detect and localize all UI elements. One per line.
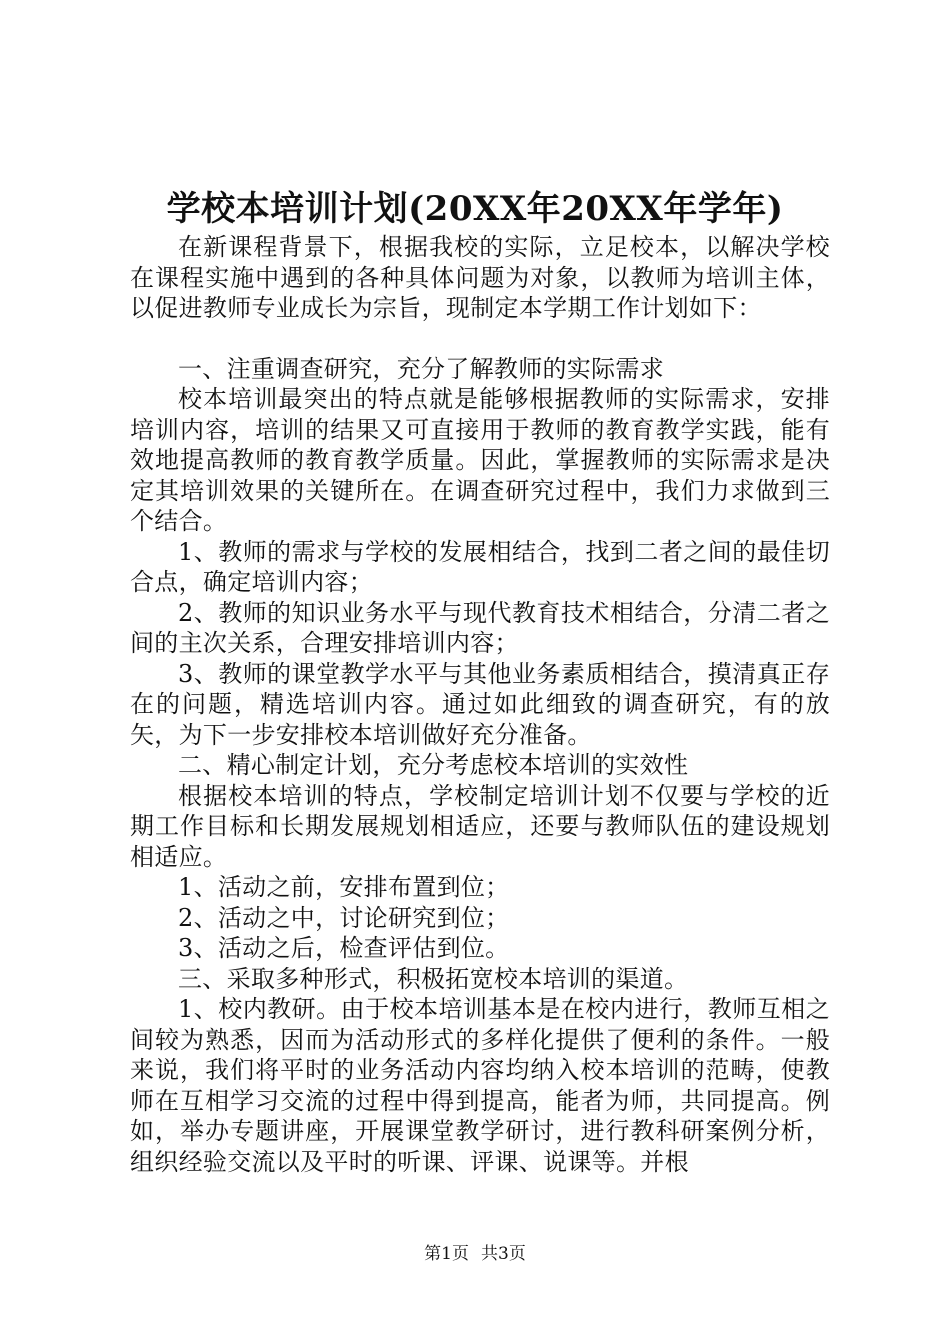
list-item: 2、活动之中，讨论研究到位； [178, 903, 510, 932]
document-title: 学校本培训计划(20XX年20XX年学年) [166, 189, 784, 229]
list-item: 3、教师的课堂教学水平与其他业务素质相结合，摸清真正存在的问题，精选培训内容。通过如此细致的调查研究，有的放矢，为下一步安排校本培训做好充分准备。 [130, 659, 830, 749]
page-number: 第1页 [424, 1244, 469, 1264]
document-body [130, 232, 830, 1177]
intro-paragraph: 在新课程背景下，根据我校的实际，立足校本，以解决学校在课程实施中遇到的各种具体问题为对象，以教师为培训主体，以促进教师专业成长为宗旨，现制定本学期工作计划如下： [130, 233, 830, 322]
body-paragraph: 1、校内教研。由于校本培训基本是在校内进行，教师互相之间较为熟悉，因而为活动形式的多样化提供了便利的条件。一般来说，我们将平时的业务活动内容均纳入校本培训的范畴，使教师在互相学习交流的过程中得到提高，能者为师，共同提高。例如，举办专题讲座，开展课堂教学研讨，进行教科研案例分析，组织经验交流以及平时的听课、评课、说课等。并根 [130, 995, 830, 1176]
list-item: 2、教师的知识业务水平与现代教育技术相结合，分清二者之间的主次关系，合理安排培训内容； [130, 598, 830, 657]
section-heading-2: 二、精心制定计划，充分考虑校本培训的实效性 [178, 751, 689, 779]
list-item: 1、教师的需求与学校的发展相结合，找到二者之间的最佳切合点，确定培训内容； [130, 537, 830, 596]
page-total: 共3页 [481, 1244, 526, 1264]
section-heading-1: 一、注重调查研究，充分了解教师的实际需求 [178, 354, 664, 383]
list-item: 1、活动之前，安排布置到位； [178, 873, 510, 901]
section-heading-3: 三、采取多种形式，积极拓宽校本培训的渠道。 [178, 964, 689, 993]
list-item: 3、活动之后，检查评估到位。 [178, 934, 510, 962]
body-paragraph: 根据校本培训的特点，学校制定培训计划不仅要与学校的近期工作目标和长期发展规划相适应，还要与教师队伍的建设规划相适应。 [130, 781, 830, 871]
body-paragraph: 校本培训最突出的特点就是能够根据教师的实际需求，安排培训内容，培训的结果又可直接用于教师的教育教学实践，能有效地提高教师的教育教学质量。因此，掌握教师的实际需求是决定其培训效果的关键所在。在调查研究过程中，我们力求做到三个结合。 [130, 385, 830, 535]
page-footer [0, 1242, 950, 1266]
